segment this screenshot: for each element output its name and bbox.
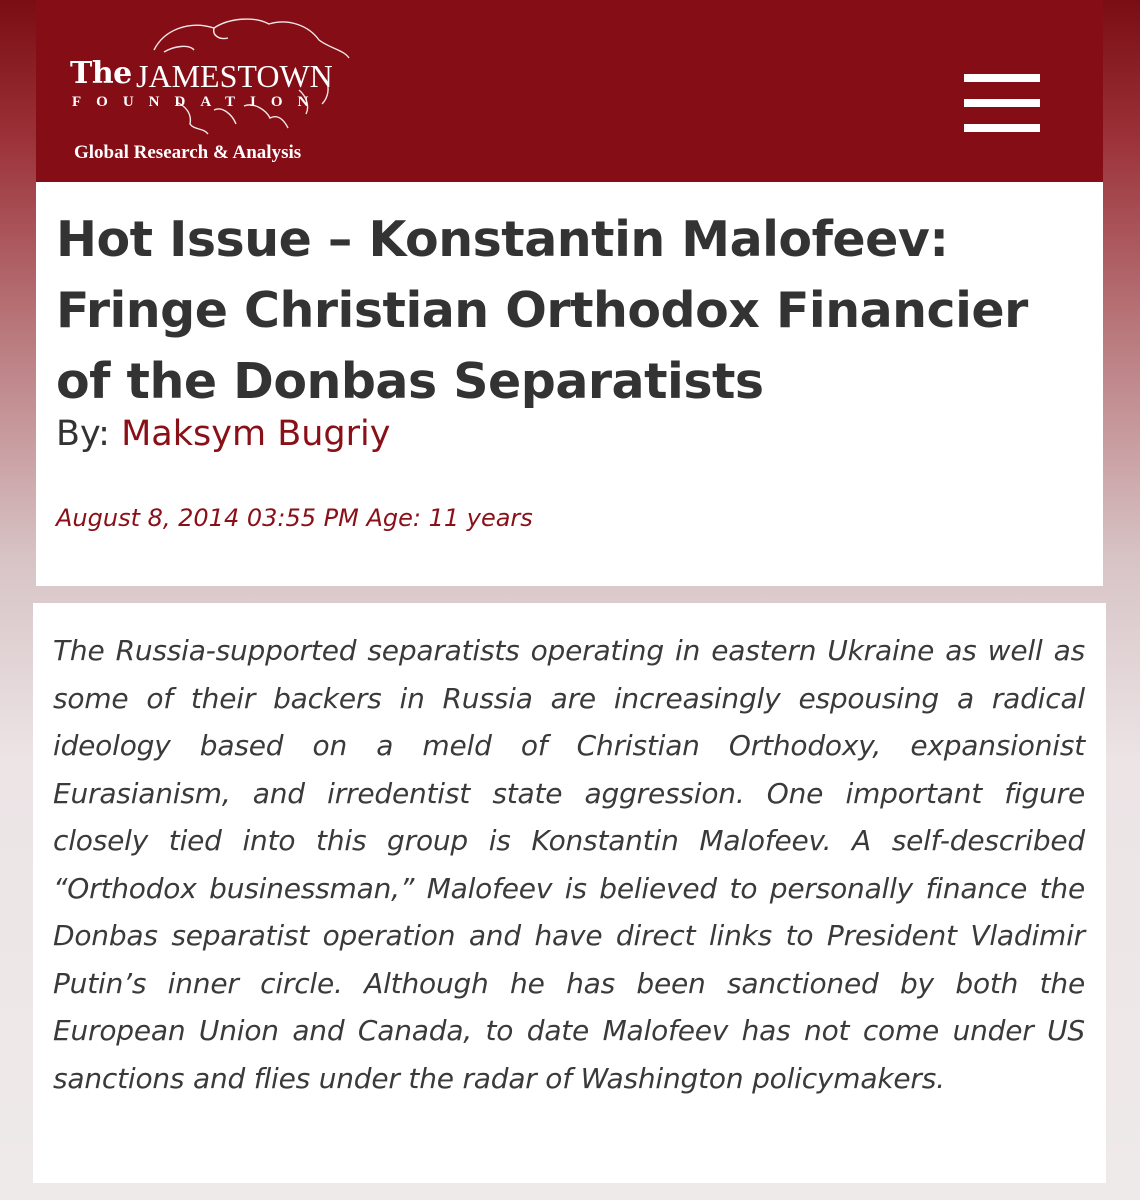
article-header-card	[36, 182, 1103, 586]
byline	[56, 414, 390, 454]
byline-prefix: By:	[56, 414, 122, 454]
logo-jamestown-text: JAMESTOWN	[136, 58, 333, 94]
hamburger-menu-icon[interactable]	[964, 74, 1040, 132]
jamestown-logo[interactable]	[54, 10, 354, 170]
logo-the-text: The	[70, 56, 132, 91]
menu-bar	[964, 124, 1040, 132]
logo-foundation-text: FOUNDATION	[72, 94, 324, 110]
menu-bar	[964, 99, 1040, 107]
article-title: Hot Issue – Konstantin Malofeev: Fringe Christian Orthodox Financier of the Donbas Separatists	[56, 211, 1028, 410]
site-header	[36, 0, 1103, 182]
article-body-card	[33, 603, 1106, 1183]
article-date: August 8, 2014 03:55 PM Age: 11 years	[56, 504, 533, 532]
logo-tagline: Global Research & Analysis	[74, 142, 302, 163]
menu-bar	[964, 74, 1040, 82]
author-link[interactable]: Maksym Bugriy	[121, 414, 391, 454]
article-summary: The Russia-supported separatists operating in eastern Ukraine as well as some of their backers in Russia are increasingly espousing a radical ideology based on a meld of Christian Orthodoxy, expansionist Eurasianism, and irredentist state aggression. One important figure closely tied into this group is Konstantin Malofeev. A self-described “Orthodox businessman,” Malofeev is believed to personally finance the Donbas separatist operation and have direct links to President Vladimir Putin’s inner circle. Although he has been sanctioned by both the European Union and Canada, to date Malofeev has not come under US sanctions and flies under the radar of Washington policymakers.	[53, 634, 1085, 1095]
